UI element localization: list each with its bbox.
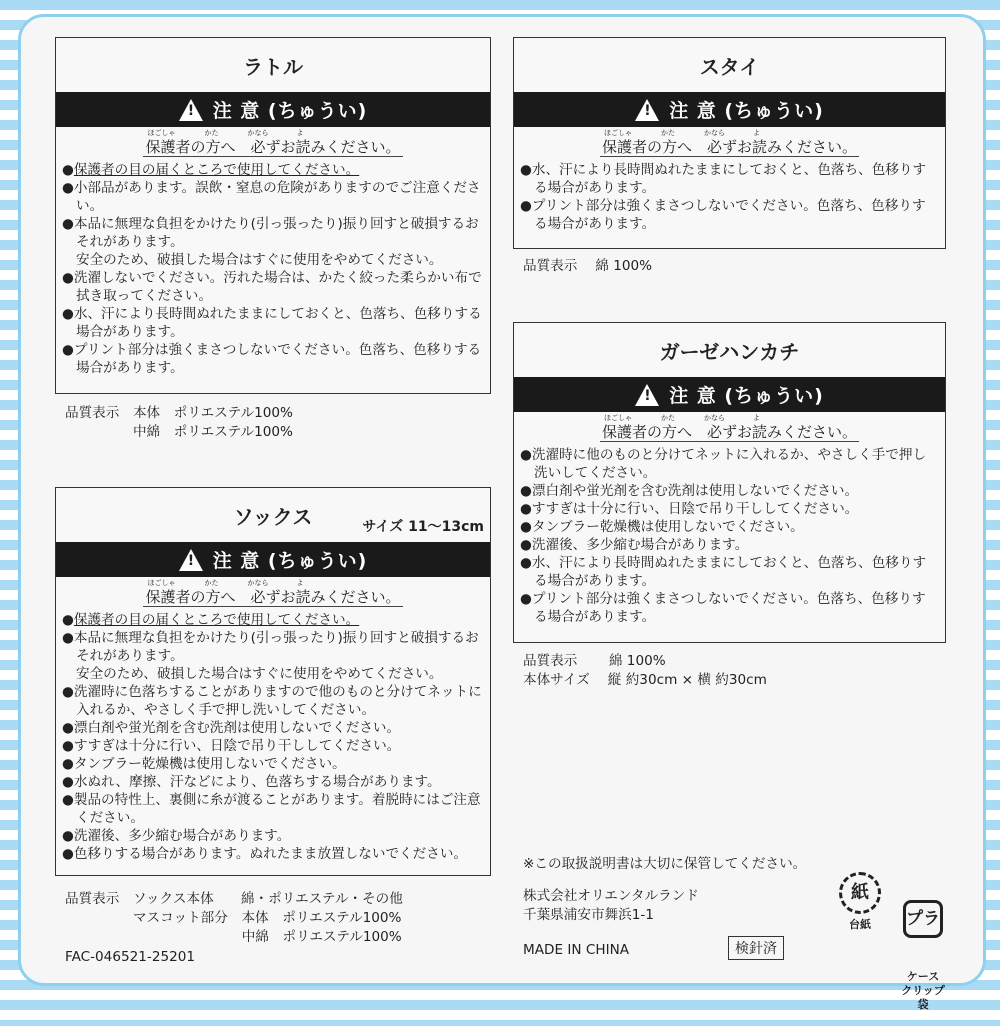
caution-item: ● 小部品があります。誤飲・窒息の危険がありますのでご注意ください。 [62, 179, 484, 215]
caution-item: ● すすぎは十分に行い、日陰で吊り干ししてください。 [62, 737, 484, 755]
socks-size: サイズ 11〜13cm [362, 519, 484, 535]
caution-item: ● 本品に無理な負担をかけたり(引っ張ったり)振り回すと破損するおそれがあります。 安全のため、破損した場合はすぐに使用をやめてください。 [62, 215, 484, 269]
paper-label: 台紙 [849, 918, 871, 931]
rattle-box [55, 37, 491, 394]
gauze-box [513, 322, 946, 643]
socks-quality: 品質表示 ソックス本体 綿・ポリエステル・その他 マスコット部分 本体 ポリエステル100% 中綿 ポリエステル100% [65, 891, 403, 945]
plastic-label: ケース クリップ 袋 [901, 970, 945, 1011]
caution-band: ! 注 意 (ちゅうい) [514, 377, 945, 412]
caution-item: ● 本品に無理な負担をかけたり(引っ張ったり)振り回すと破損するおそれがあります。 安全のため、破損した場合はすぐに使用をやめてください。 [62, 629, 484, 683]
bib-title: スタイ [699, 54, 760, 79]
furigana: かなら [247, 579, 269, 587]
furigana: かた [204, 129, 219, 137]
rattle-quality: 品質表示 本体 ポリエステル100% 中綿 ポリエステル100% [65, 405, 293, 440]
product-code: FAC-046521-25201 [65, 949, 196, 965]
caution-item: ● タンブラー乾燥機は使用しないでください。 [520, 518, 939, 536]
guardian-notice: 保護者の方へ 必ずお読みください。 ほごしゃ かた かなら よ [601, 414, 857, 441]
furigana: ほごしゃ [147, 579, 176, 587]
caution-item: ● プリント部分は強くまさつしないでください。色落ち、色移りする場合があります。 [62, 341, 484, 377]
furigana: ほごしゃ [603, 129, 632, 137]
caution-item: ● 洗濯後、多少縮む場合があります。 [520, 536, 939, 554]
caution-item: ● プリント部分は強くまさつしないでください。色落ち、色移りする場合があります。 [520, 590, 939, 626]
caution-item: ● 水、汗により長時間ぬれたままにしておくと、色落ち、色移りする場合があります。 [62, 305, 484, 341]
company-info: 株式会社オリエンタルランド 千葉県浦安市舞浜1-1 [523, 888, 699, 923]
guardian-notice: 保護者の方へ 必ずお読みください。 ほごしゃ かた かなら よ [601, 129, 857, 156]
keep-notice: ※この取扱説明書は大切に保管してください。 [523, 856, 807, 872]
caution-item: ● 色移りする場合があります。ぬれたまま放置しないでください。 [62, 845, 484, 863]
furigana: よ [752, 129, 760, 137]
warning-icon [635, 99, 659, 121]
caution-item: ● 水、汗により長時間ぬれたままにしておくと、色落ち、色移りする場合があります。 [520, 554, 939, 590]
furigana: かなら [703, 129, 725, 137]
caution-item: ● 水、汗により長時間ぬれたままにしておくと、色落ち、色移りする場合があります。 [520, 161, 939, 197]
warning-icon [179, 549, 203, 571]
made-in: MADE IN CHINA [523, 942, 630, 958]
caution-item: ● プリント部分は強くまさつしないでください。色落ち、色移りする場合があります。 [520, 197, 939, 233]
gauze-list [514, 446, 945, 632]
caution-band: ! 注 意 (ちゅうい) [56, 92, 490, 127]
caution-item: ● 保護者の目の届くところで使用してください。 [62, 161, 484, 179]
caution-item: ● 洗濯時に色落ちすることがありますので他のものと分けてネットに入れるか、やさしく手で押し洗いしてください。 [62, 683, 484, 719]
caution-item: ● タンブラー乾燥機は使用しないでください。 [62, 755, 484, 773]
furigana: ほごしゃ [603, 414, 632, 422]
caution-item: ● 洗濯時に他のものと分けてネットに入れるか、やさしく手で押し洗いしてください。 [520, 446, 939, 482]
bib-box [513, 37, 946, 249]
caution-item: ● すすぎは十分に行い、日陰で吊り干ししてください。 [520, 500, 939, 518]
gauze-title: ガーゼハンカチ [659, 339, 800, 364]
guardian-notice: 保護者の方へ 必ずお読みください。 ほごしゃ かた かなら よ [145, 579, 401, 606]
warning-icon [635, 384, 659, 406]
rattle-title: ラトル [243, 54, 303, 79]
paper-recycle-icon: 紙 [839, 872, 881, 914]
furigana: よ [296, 579, 304, 587]
furigana: かた [204, 579, 219, 587]
caution-band: ! 注 意 (ちゅうい) [56, 542, 490, 577]
bib-quality: 品質表示 綿 100% [523, 258, 653, 274]
furigana: かなら [703, 414, 725, 422]
caution-item: ● 製品の特性上、裏側に糸が渡ることがあります。着脱時にはご注意ください。 [62, 791, 484, 827]
furigana: かた [660, 129, 675, 137]
caution-item: ● 水ぬれ、摩擦、汗などにより、色落ちする場合があります。 [62, 773, 484, 791]
socks-list [56, 611, 490, 869]
socks-box [55, 487, 491, 876]
socks-title: ソックス [233, 504, 313, 529]
rattle-list [56, 161, 490, 383]
caution-item: ● 洗濯しないでください。汚れた場合は、かたく絞った柔らかい布で拭き取ってください。 [62, 269, 484, 305]
plastic-recycle-icon: プラ [903, 900, 943, 938]
caution-item: ● 漂白剤や蛍光剤を含む洗剤は使用しないでください。 [520, 482, 939, 500]
inspected-stamp: 検針済 [728, 936, 784, 960]
furigana: かなら [247, 129, 269, 137]
caution-band: ! 注 意 (ちゅうい) [514, 92, 945, 127]
guardian-notice: 保護者の方へ 必ずお読みください。 ほごしゃ かた かなら よ [145, 129, 401, 156]
warning-icon [179, 99, 203, 121]
caution-item: ● 保護者の目の届くところで使用してください。 [62, 611, 484, 629]
caution-item: ● 漂白剤や蛍光剤を含む洗剤は使用しないでください。 [62, 719, 484, 737]
furigana: よ [752, 414, 760, 422]
furigana: かた [660, 414, 675, 422]
bib-list [514, 161, 945, 239]
caution-item: ● 洗濯後、多少縮む場合があります。 [62, 827, 484, 845]
gauze-quality: 品質表示 綿 100% 本体サイズ 縦 約30cm × 横 約30cm [523, 653, 767, 688]
furigana: よ [296, 129, 304, 137]
furigana: ほごしゃ [147, 129, 176, 137]
